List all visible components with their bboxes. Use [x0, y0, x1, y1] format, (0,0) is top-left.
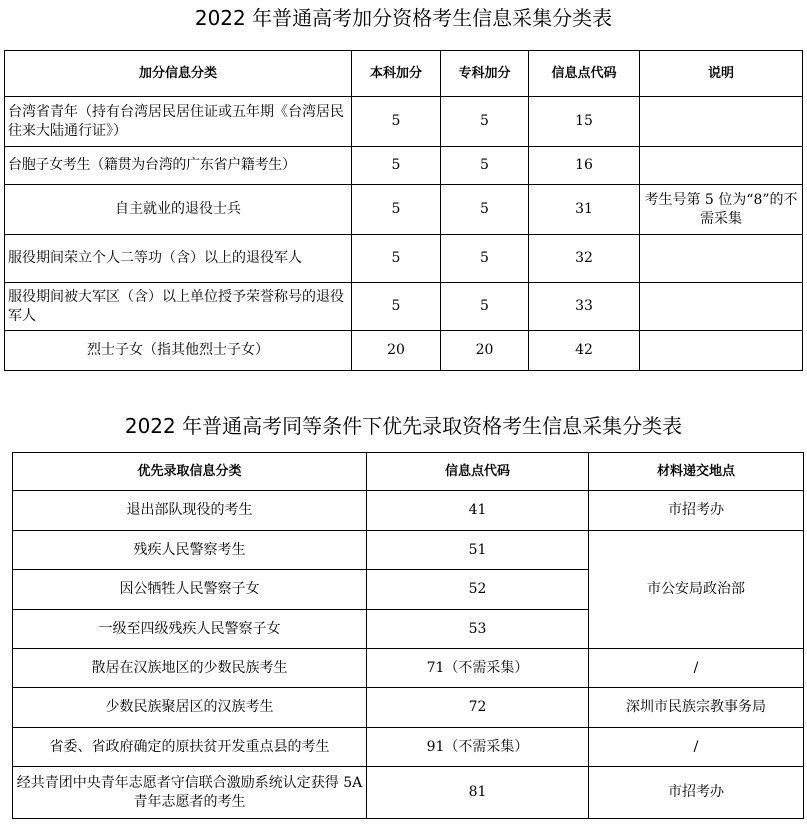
table-row: [13, 649, 804, 688]
row-bachelor-bonus: 20: [352, 331, 441, 371]
row-category: 自主就业的退役士兵: [5, 185, 352, 235]
row-code: 72: [367, 688, 589, 728]
table-row: [5, 331, 803, 371]
row-bachelor-bonus: 5: [352, 147, 441, 185]
header-location: 材料递交地点: [589, 453, 804, 491]
header-note: 说明: [640, 51, 803, 97]
row-category: 散居在汉族地区的少数民族考生: [13, 649, 367, 688]
header-code: 信息点代码: [367, 453, 589, 491]
row-code: 32: [529, 235, 640, 283]
row-code: 42: [529, 331, 640, 371]
row-note: [640, 147, 803, 185]
row-category: 省委、省政府确定的原扶贫开发重点县的考生: [13, 728, 367, 767]
table-header-row: [5, 51, 803, 97]
row-code: 31: [529, 185, 640, 235]
table1-title: 2022 年普通高考加分资格考生信息采集分类表: [194, 6, 613, 30]
table-row: [5, 235, 803, 283]
row-junior-bonus: 5: [441, 283, 529, 331]
header-junior-bonus: 专科加分: [441, 51, 529, 97]
row-code: 71（不需采集）: [367, 649, 589, 688]
header-category: 加分信息分类: [5, 51, 352, 97]
row-location: 市公安局政治部: [589, 531, 804, 649]
row-category: 台湾省青年（持有台湾居民居住证或五年期《台湾居民往来大陆通行证》）: [5, 97, 352, 147]
header-bachelor-bonus: 本科加分: [352, 51, 441, 97]
row-note: 考生号第 5 位为“8”的不需采集: [640, 185, 803, 235]
row-note: [640, 283, 803, 331]
table-row: [5, 147, 803, 185]
header-code: 信息点代码: [529, 51, 640, 97]
row-category: 经共青团中央青年志愿者守信联合激励系统认定获得 5A 青年志愿者的考生: [13, 767, 367, 819]
table-row: [5, 185, 803, 235]
row-location: 深圳市民族宗教事务局: [589, 688, 804, 728]
table-row: [13, 531, 804, 570]
row-category: 退出部队现役的考生: [13, 491, 367, 531]
row-code: 51: [367, 531, 589, 570]
row-location: /: [589, 728, 804, 767]
row-category: 烈士子女（指其他烈士子女）: [5, 331, 352, 371]
table-header-row: [13, 453, 804, 491]
row-junior-bonus: 5: [441, 185, 529, 235]
bonus-points-table: [4, 50, 803, 371]
row-location: /: [589, 649, 804, 688]
row-code: 53: [367, 610, 589, 649]
row-location: 市招考办: [589, 767, 804, 819]
row-bachelor-bonus: 5: [352, 185, 441, 235]
row-junior-bonus: 5: [441, 235, 529, 283]
row-bachelor-bonus: 5: [352, 97, 441, 147]
row-bachelor-bonus: 5: [352, 283, 441, 331]
row-code: 33: [529, 283, 640, 331]
header-category: 优先录取信息分类: [13, 453, 367, 491]
row-code: 91（不需采集）: [367, 728, 589, 767]
row-code: 81: [367, 767, 589, 819]
table-row: [5, 97, 803, 147]
row-category: 台胞子女考生（籍贯为台湾的广东省户籍考生）: [5, 147, 352, 185]
row-category: 服役期间荣立个人二等功（含）以上的退役军人: [5, 235, 352, 283]
table-row: [13, 767, 804, 819]
row-note: [640, 97, 803, 147]
table-row: [13, 688, 804, 728]
row-category: 少数民族聚居区的汉族考生: [13, 688, 367, 728]
row-code: 15: [529, 97, 640, 147]
table-row: [13, 491, 804, 531]
row-note: [640, 331, 803, 371]
row-code: 16: [529, 147, 640, 185]
row-code: 52: [367, 570, 589, 610]
row-category: 服役期间被大军区（含）以上单位授予荣誉称号的退役军人: [5, 283, 352, 331]
row-note: [640, 235, 803, 283]
row-category: 残疾人民警察考生: [13, 531, 367, 570]
row-junior-bonus: 20: [441, 331, 529, 371]
row-junior-bonus: 5: [441, 97, 529, 147]
row-code: 41: [367, 491, 589, 531]
priority-admission-table: [12, 452, 804, 819]
row-category: 一级至四级残疾人民警察子女: [13, 610, 367, 649]
row-bachelor-bonus: 5: [352, 235, 441, 283]
table-row: [13, 728, 804, 767]
table2-title: 2022 年普通高考同等条件下优先录取资格考生信息采集分类表: [124, 414, 683, 438]
table-row: [5, 283, 803, 331]
row-junior-bonus: 5: [441, 147, 529, 185]
row-location: 市招考办: [589, 491, 804, 531]
row-category: 因公牺牲人民警察子女: [13, 570, 367, 610]
